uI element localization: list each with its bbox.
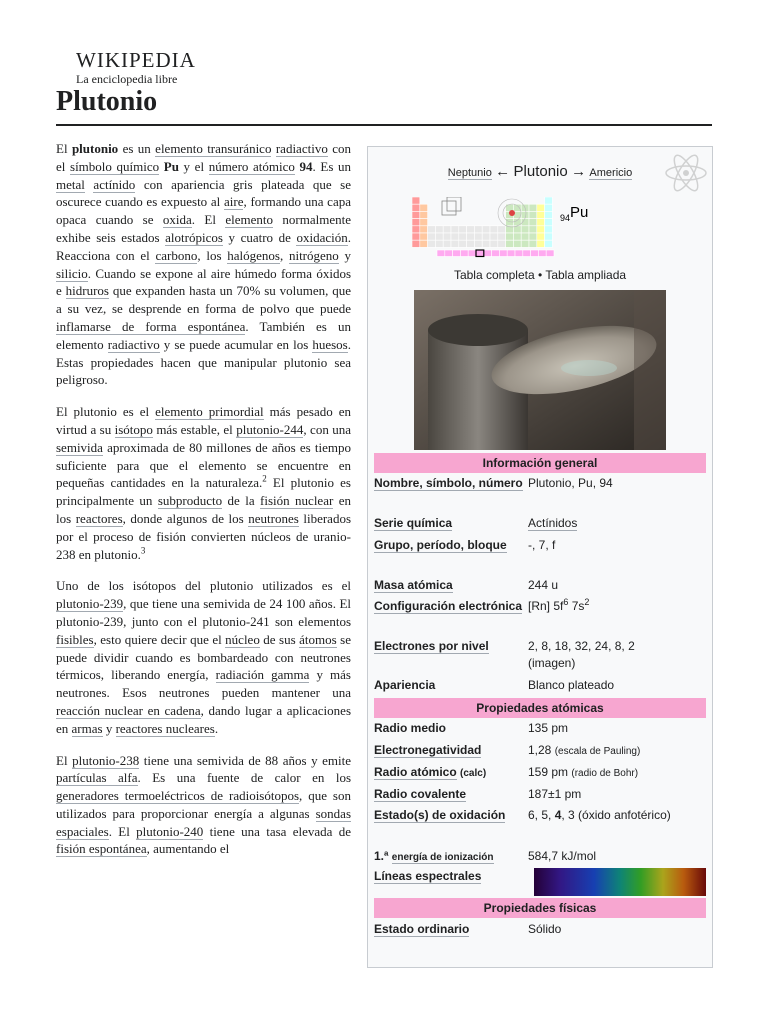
ptable-cell	[474, 226, 482, 233]
article-link[interactable]: núcleo	[225, 631, 260, 647]
ptable-cell	[545, 197, 553, 204]
row-key: Líneas espectrales	[374, 869, 482, 883]
actinide-cell	[499, 250, 507, 256]
actinide-cell	[445, 250, 453, 256]
ptable-cell	[545, 240, 553, 247]
article-link[interactable]: símbolo químico	[70, 158, 160, 174]
ptable-cell	[435, 233, 443, 240]
article-link[interactable]: átomos	[299, 631, 337, 647]
citation-ref[interactable]: 2	[262, 474, 267, 485]
row-key: Radio covalente	[374, 787, 467, 801]
ptable-cell	[482, 240, 490, 247]
row-value: 135 pm	[528, 721, 569, 735]
ptable-cell	[529, 204, 537, 211]
ptable-cell	[459, 226, 467, 233]
row-value: Sólido	[528, 922, 562, 936]
row-value: 187±1 pm	[528, 787, 582, 801]
ptable-cell	[451, 226, 459, 233]
actinide-cell	[492, 250, 500, 256]
ptable-cell	[545, 233, 553, 240]
ptable-cell	[420, 226, 428, 233]
plutonium-sample-image[interactable]	[414, 290, 666, 450]
section-header-atomic: Propiedades atómicas	[374, 698, 706, 718]
ptable-cell	[529, 233, 537, 240]
ptable-cell	[537, 233, 545, 240]
actinide-cell	[523, 250, 531, 256]
ptable-cell	[513, 204, 521, 211]
ptable-cell	[506, 240, 514, 247]
citation-ref[interactable]: 3	[140, 545, 146, 556]
article-link[interactable]: oxidación	[296, 229, 348, 245]
actinide-cell	[460, 250, 468, 256]
ptable-cell	[490, 226, 498, 233]
row-value: Plutonio, Pu, 94	[528, 476, 613, 490]
ptable-cell	[498, 240, 506, 247]
ptable-cell	[420, 219, 428, 226]
row-value: Actínidos	[528, 516, 578, 530]
actinide-cell	[546, 250, 554, 256]
wide-table-link[interactable]: Tabla ampliada	[545, 268, 627, 282]
article-link[interactable]: neutrones	[248, 510, 299, 526]
ptable-cell	[420, 211, 428, 218]
element-symbol-label: Pu	[570, 204, 589, 221]
ptable-cell	[459, 240, 467, 247]
ptable-cell	[498, 233, 506, 240]
article-link[interactable]: plutonio-244	[236, 421, 304, 437]
article-link[interactable]: elemento	[225, 212, 273, 228]
atomic-number-label: 94	[560, 213, 571, 223]
article-link[interactable]: subproducto	[157, 493, 223, 509]
row-key: Electrones por nivel	[374, 639, 489, 653]
row-value: 244 u	[528, 578, 559, 592]
bold-term: 94	[299, 158, 313, 174]
ptable-cell	[443, 233, 451, 240]
current-element-name: Plutonio	[513, 163, 568, 180]
ptable-cell	[537, 211, 545, 218]
ptable-cell	[529, 226, 537, 233]
row-value: Blanco plateado	[528, 678, 615, 692]
section-header-general: Información general	[374, 453, 706, 473]
element-navigation	[368, 163, 712, 180]
ptable-cell	[428, 226, 436, 233]
row-key: Radio medio	[374, 721, 447, 735]
row-value: 584,7 kJ/mol	[528, 849, 597, 863]
article-link[interactable]: reactores	[75, 510, 123, 526]
article-link[interactable]: plutonio-238	[72, 752, 140, 768]
actinide-cell	[476, 250, 484, 256]
article-link[interactable]: número atómico	[208, 158, 295, 174]
article-link[interactable]: carbono	[155, 247, 198, 263]
article-link[interactable]: elemento transuránico	[155, 141, 272, 156]
article-link[interactable]: isótopo	[114, 421, 153, 437]
ptable-cell	[537, 219, 545, 226]
ptable-cell	[443, 226, 451, 233]
wikipedia-tagline: La enciclopedia libre	[76, 72, 178, 86]
ptable-cell	[521, 240, 529, 247]
prev-element-link[interactable]: Neptunio	[447, 167, 492, 179]
ptable-cell	[537, 240, 545, 247]
shell-image-link[interactable]: (imagen)	[528, 656, 576, 670]
ptable-cell	[412, 226, 420, 233]
article-link[interactable]: semivida	[56, 439, 103, 455]
row-spectral-lines	[374, 868, 706, 898]
actinide-cell	[484, 250, 492, 256]
ptable-cell	[435, 240, 443, 247]
article-link[interactable]: inflamarse de forma espontánea	[56, 318, 246, 334]
row-key: Estado ordinario	[374, 922, 470, 936]
bold-term: plutonio	[71, 141, 119, 156]
ptable-cell	[513, 240, 521, 247]
actinide-cell	[515, 250, 523, 256]
row-key: 1.ª energía de ionización	[374, 849, 494, 863]
bullet-separator: •	[538, 268, 543, 282]
ptable-cell	[482, 226, 490, 233]
ptable-cell	[545, 211, 553, 218]
ptable-cell	[482, 233, 490, 240]
article-link[interactable]: plutonio-240	[136, 823, 204, 839]
ptable-cell	[490, 240, 498, 247]
ptable-cell	[529, 211, 537, 218]
row-key: Grupo, período, bloque	[374, 538, 507, 552]
row-key: Electronegatividad	[374, 743, 482, 757]
article-link[interactable]: armas	[71, 720, 103, 736]
article-link[interactable]: reactores nucleares	[115, 720, 215, 736]
article-link[interactable]: oxida	[162, 212, 192, 228]
paragraph-4: El plutonio-238 tiene una semivida de 88 años y emite partículas alfa. Es una fuente de calor en los generadores termoeléctricos de radioisótopos, que son utilizados para proporcionar energía a algunas sondas espaciales. El plutonio-240 tiene una tasa elevada de fisión espontánea, aumentando el	[56, 752, 352, 857]
ptable-cell	[474, 240, 482, 247]
ptable-cell	[498, 226, 506, 233]
ptable-cell	[428, 240, 436, 247]
row-key: Apariencia	[374, 678, 436, 692]
row-key: Masa atómica	[374, 578, 453, 592]
row-key: Estado(s) de oxidación	[374, 808, 506, 822]
ptable-cell	[451, 233, 459, 240]
row-value: 1,28 (escala de Pauling)	[528, 743, 641, 757]
ptable-cell	[545, 226, 553, 233]
paragraph-1: El plutonio es un elemento transuránico radiactivo con el símbolo químico Pu y el número atómico 94. Es un metal actínido con apariencia gris plateada que se oscurece cuando es expuesto al aire, formando una capa opaca cuando se oxida. El elemento normalmente exhibe seis estados alotrópicos y cuatro de oxidación. Reacciona con el carbono, los halógenos, nitrógeno y silicio. Cuando se expone al aire húmedo forma óxidos e hidruros que expanden hasta un 70% su volumen, que a su vez, se desprende en forma de polvo que puede inflamarse de forma espontánea. También es un elemento radiactivo y se puede acumular en los huesos. Estas propiedades hacen que manipular plutonio sea peligroso.	[56, 141, 352, 388]
ptable-cell	[513, 233, 521, 240]
wikipedia-wordmark[interactable]: WIKIPEDIA	[76, 48, 196, 72]
ptable-cell	[506, 233, 514, 240]
periodic-table-mini[interactable]	[412, 197, 662, 263]
table-links	[368, 268, 712, 282]
ptable-cell	[490, 233, 498, 240]
ptable-cell	[459, 233, 467, 240]
article-link[interactable]: aire	[224, 194, 244, 210]
arrow-left-icon: ←	[495, 163, 511, 180]
actinide-cell	[468, 250, 476, 256]
article-link[interactable]: fisión nuclear	[260, 493, 334, 509]
actinide-cell	[507, 250, 515, 256]
ptable-cell	[428, 233, 436, 240]
ptable-cell	[412, 211, 420, 218]
article-link[interactable]: radiación gamma	[215, 667, 310, 683]
article-link[interactable]: nitrógeno	[288, 247, 339, 263]
ptable-cell	[467, 226, 475, 233]
article-link[interactable]: partículas alfa	[56, 770, 138, 786]
page-title: Plutonio	[56, 86, 158, 117]
ptable-cell	[529, 240, 537, 247]
actinide-cell	[531, 250, 539, 256]
article-link[interactable]: hidruros	[65, 283, 109, 299]
article-link[interactable]: halógenos	[227, 247, 280, 263]
bold-term: Pu	[163, 158, 179, 174]
arrow-right-icon: →	[571, 163, 587, 180]
article-link[interactable]: radiactivo	[275, 141, 328, 156]
actinide-cell	[437, 250, 445, 256]
article-link[interactable]: generadores termoeléctricos de radioisótopos	[56, 788, 300, 804]
ptable-cell	[545, 219, 553, 226]
article-link[interactable]: actínido	[93, 176, 136, 192]
ptable-cell	[529, 219, 537, 226]
article-link[interactable]: reacción nuclear en cadena	[56, 702, 201, 718]
ptable-cell	[435, 226, 443, 233]
row-key: Radio atómico (calc)	[374, 765, 487, 779]
spectral-lines-image[interactable]	[534, 868, 706, 896]
ptable-cell	[443, 240, 451, 247]
next-element-link[interactable]: Americio	[589, 167, 633, 179]
ptable-cell	[451, 240, 459, 247]
article-link[interactable]: silicio	[56, 265, 88, 281]
full-table-link[interactable]: Tabla completa	[453, 268, 535, 282]
row-value: [Rn] $5f^6$ $7s^2$	[528, 597, 590, 613]
section-header-physical: Propiedades físicas	[374, 898, 706, 918]
row-value: -, 7, f	[528, 538, 556, 552]
article-link[interactable]: huesos	[312, 336, 348, 352]
ptable-cell	[521, 233, 529, 240]
ptable-cell	[467, 233, 475, 240]
paragraph-3: Uno de los isótopos del plutonio utilizados es el plutonio-239, que tiene una semivida de 24 100 años. El plutonio-239, junto con el plutonio-241 son elementos fisibles, esto quiere decir que el núcleo de sus átomos se puede dividir cuando es bombardeado con neutrones térmicos, liberando energía, radiación gamma y más neutrones. Esos neutrones pueden mantener una reacción nuclear en cadena, dando lugar a aplicaciones en armas y reactores nucleares.	[56, 578, 351, 736]
ptable-cell	[420, 240, 428, 247]
article-link[interactable]: elemento primordial	[155, 404, 264, 420]
article-link[interactable]: fisibles	[56, 631, 94, 647]
ptable-cell	[412, 219, 420, 226]
ptable-cell	[545, 204, 553, 211]
article-link[interactable]: alotrópicos	[165, 229, 223, 245]
article-link[interactable]: metal	[56, 176, 85, 192]
ptable-cell	[521, 226, 529, 233]
row-key: Serie química	[374, 516, 453, 530]
paragraph-2: El plutonio es el elemento primordial más pesado en virtud a su isótopo más estable, el plutonio-244, con una semivida aproximada de 80 millones de años es tiempo suficiente para que el elemento se encuentre en pequeñas cantidades en la naturaleza.$^2$ El plutonio es principalmente un subproducto de la fisión nuclear en los reactores, donde algunos de los neutrones liberados por el proceso de fisión convierten núcleos de uranio-238 en plutonio.$^3$	[56, 404, 352, 562]
ptable-cell	[420, 233, 428, 240]
actinide-cell	[538, 250, 546, 256]
ptable-cell	[420, 204, 428, 211]
ptable-cell	[412, 197, 420, 204]
ptable-cell	[412, 240, 420, 247]
ptable-cell	[467, 240, 475, 247]
row-value: 2, 8, 18, 32, 24, 8, 2 (imagen)	[528, 639, 635, 670]
actinide-cell	[453, 250, 461, 256]
title-divider	[56, 124, 712, 126]
row-key: Nombre, símbolo, número	[374, 476, 523, 490]
ptable-cell	[474, 233, 482, 240]
article-link[interactable]: sondas espaciales	[56, 805, 351, 839]
row-value: 159 pm (radio de Bohr)	[528, 765, 639, 779]
article-link[interactable]: plutonio-239	[56, 596, 124, 612]
article-link[interactable]: radiactivo	[107, 336, 160, 352]
article-link[interactable]: fisión espontánea	[56, 841, 147, 857]
row-value: 6, 5, 4, 3 (óxido anfotérico)	[528, 808, 671, 822]
cube-icon	[442, 197, 461, 215]
ptable-cell	[537, 226, 545, 233]
element-infobox	[367, 146, 713, 968]
ptable-cell	[412, 204, 420, 211]
ptable-cell	[412, 233, 420, 240]
article-body	[56, 140, 351, 872]
ptable-cell	[537, 204, 545, 211]
row-key: Configuración electrónica	[374, 599, 523, 613]
